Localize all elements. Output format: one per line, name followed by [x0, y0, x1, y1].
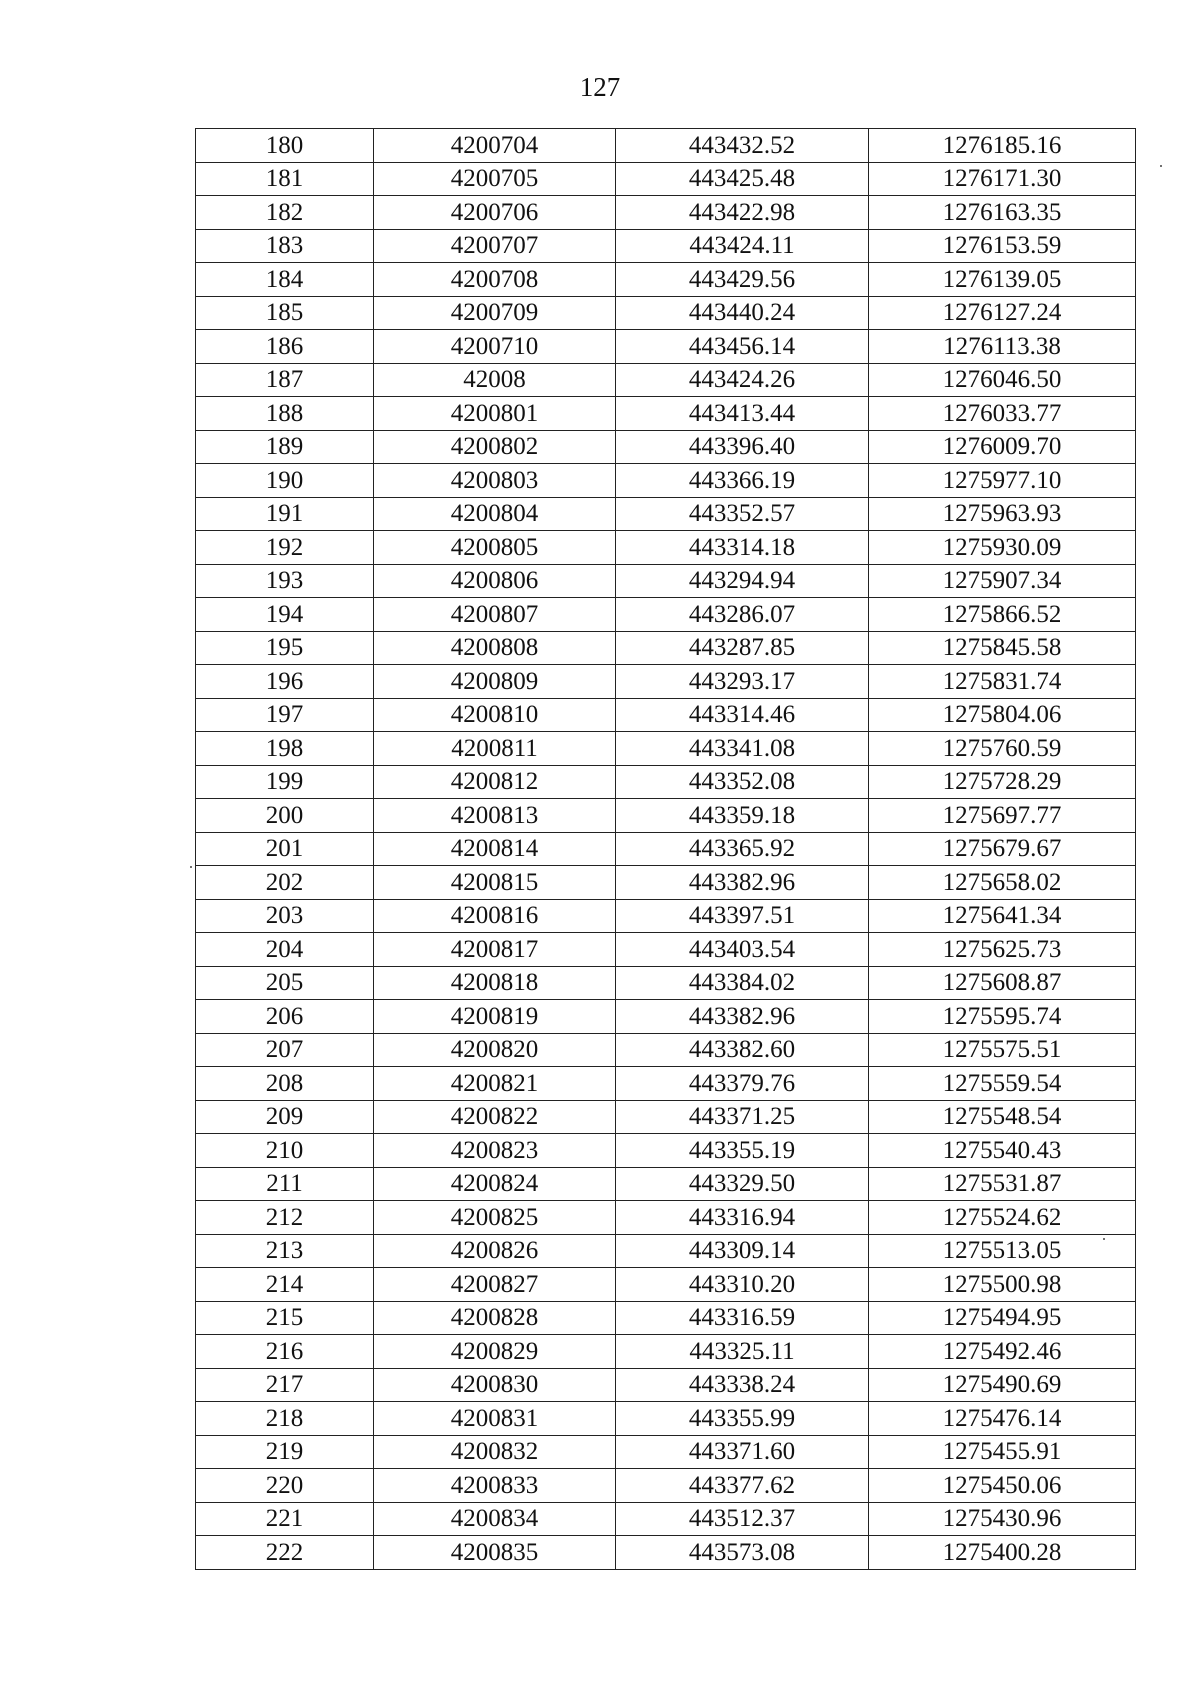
- point-id-cell: 4200818: [374, 966, 616, 1000]
- point-id-cell: 4200829: [374, 1335, 616, 1369]
- point-id-cell: 4200827: [374, 1268, 616, 1302]
- point-number-cell: 200: [196, 799, 374, 833]
- point-id-cell: 4200826: [374, 1234, 616, 1268]
- point-id-cell: 4200802: [374, 430, 616, 464]
- x-coordinate-cell: 443286.07: [616, 598, 869, 632]
- x-coordinate-cell: 443413.44: [616, 397, 869, 431]
- x-coordinate-cell: 443366.19: [616, 464, 869, 498]
- y-coordinate-cell: 1275492.46: [869, 1335, 1136, 1369]
- x-coordinate-cell: 443384.02: [616, 966, 869, 1000]
- point-number-cell: 209: [196, 1100, 374, 1134]
- point-id-cell: 42008: [374, 363, 616, 397]
- x-coordinate-cell: 443403.54: [616, 933, 869, 967]
- point-number-cell: 181: [196, 162, 374, 196]
- point-number-cell: 182: [196, 196, 374, 230]
- table-row: [196, 698, 1136, 732]
- y-coordinate-cell: 1275513.05: [869, 1234, 1136, 1268]
- table-row: [196, 397, 1136, 431]
- point-id-cell: 4200811: [374, 732, 616, 766]
- point-number-cell: 206: [196, 1000, 374, 1034]
- point-number-cell: 193: [196, 564, 374, 598]
- y-coordinate-cell: 1275907.34: [869, 564, 1136, 598]
- x-coordinate-cell: 443355.99: [616, 1402, 869, 1436]
- y-coordinate-cell: 1275540.43: [869, 1134, 1136, 1168]
- table-row: [196, 1134, 1136, 1168]
- point-id-cell: 4200707: [374, 229, 616, 263]
- point-id-cell: 4200832: [374, 1435, 616, 1469]
- y-coordinate-cell: 1275728.29: [869, 765, 1136, 799]
- y-coordinate-cell: 1275804.06: [869, 698, 1136, 732]
- x-coordinate-cell: 443338.24: [616, 1368, 869, 1402]
- table-row: [196, 430, 1136, 464]
- table-row: [196, 1000, 1136, 1034]
- y-coordinate-cell: 1275400.28: [869, 1536, 1136, 1570]
- y-coordinate-cell: 1276009.70: [869, 430, 1136, 464]
- y-coordinate-cell: 1275845.58: [869, 631, 1136, 665]
- point-number-cell: 195: [196, 631, 374, 665]
- x-coordinate-cell: 443425.48: [616, 162, 869, 196]
- point-number-cell: 183: [196, 229, 374, 263]
- x-coordinate-cell: 443371.25: [616, 1100, 869, 1134]
- point-id-cell: 4200709: [374, 296, 616, 330]
- x-coordinate-cell: 443456.14: [616, 330, 869, 364]
- point-id-cell: 4200808: [374, 631, 616, 665]
- table-row: [196, 1033, 1136, 1067]
- table-row: [196, 966, 1136, 1000]
- point-number-cell: 199: [196, 765, 374, 799]
- x-coordinate-cell: 443314.18: [616, 531, 869, 565]
- y-coordinate-cell: 1275831.74: [869, 665, 1136, 699]
- table-row: [196, 1167, 1136, 1201]
- point-id-cell: 4200815: [374, 866, 616, 900]
- x-coordinate-cell: 443316.59: [616, 1301, 869, 1335]
- point-id-cell: 4200704: [374, 129, 616, 163]
- table-row: [196, 933, 1136, 967]
- point-number-cell: 217: [196, 1368, 374, 1402]
- x-coordinate-cell: 443309.14: [616, 1234, 869, 1268]
- point-number-cell: 222: [196, 1536, 374, 1570]
- table-row: [196, 531, 1136, 565]
- x-coordinate-cell: 443397.51: [616, 899, 869, 933]
- y-coordinate-cell: 1275455.91: [869, 1435, 1136, 1469]
- x-coordinate-cell: 443287.85: [616, 631, 869, 665]
- scan-speck: [1160, 165, 1162, 167]
- table-row: [196, 497, 1136, 531]
- y-coordinate-cell: 1275575.51: [869, 1033, 1136, 1067]
- point-id-cell: 4200806: [374, 564, 616, 598]
- table-row: [196, 631, 1136, 665]
- point-number-cell: 216: [196, 1335, 374, 1369]
- table-row: [196, 1201, 1136, 1235]
- x-coordinate-cell: 443432.52: [616, 129, 869, 163]
- y-coordinate-cell: 1275866.52: [869, 598, 1136, 632]
- point-number-cell: 190: [196, 464, 374, 498]
- x-coordinate-cell: 443382.60: [616, 1033, 869, 1067]
- point-id-cell: 4200834: [374, 1502, 616, 1536]
- x-coordinate-cell: 443359.18: [616, 799, 869, 833]
- point-number-cell: 214: [196, 1268, 374, 1302]
- point-number-cell: 204: [196, 933, 374, 967]
- table-row: [196, 363, 1136, 397]
- point-id-cell: 4200813: [374, 799, 616, 833]
- x-coordinate-cell: 443429.56: [616, 263, 869, 297]
- table-row: [196, 765, 1136, 799]
- table-row: [196, 1536, 1136, 1570]
- table-row: [196, 229, 1136, 263]
- table-row: [196, 598, 1136, 632]
- x-coordinate-cell: 443294.94: [616, 564, 869, 598]
- point-id-cell: 4200805: [374, 531, 616, 565]
- table-row: [196, 330, 1136, 364]
- point-id-cell: 4200825: [374, 1201, 616, 1235]
- y-coordinate-cell: 1275531.87: [869, 1167, 1136, 1201]
- point-id-cell: 4200824: [374, 1167, 616, 1201]
- point-id-cell: 4200822: [374, 1100, 616, 1134]
- y-coordinate-cell: 1275608.87: [869, 966, 1136, 1000]
- x-coordinate-cell: 443377.62: [616, 1469, 869, 1503]
- y-coordinate-cell: 1275625.73: [869, 933, 1136, 967]
- table-row: [196, 1268, 1136, 1302]
- x-coordinate-cell: 443422.98: [616, 196, 869, 230]
- x-coordinate-cell: 443355.19: [616, 1134, 869, 1168]
- x-coordinate-cell: 443396.40: [616, 430, 869, 464]
- table-row: [196, 464, 1136, 498]
- point-id-cell: 4200816: [374, 899, 616, 933]
- point-id-cell: 4200807: [374, 598, 616, 632]
- x-coordinate-cell: 443329.50: [616, 1167, 869, 1201]
- table-row: [196, 1435, 1136, 1469]
- table-row: [196, 832, 1136, 866]
- y-coordinate-cell: 1276046.50: [869, 363, 1136, 397]
- x-coordinate-cell: 443316.94: [616, 1201, 869, 1235]
- point-number-cell: 196: [196, 665, 374, 699]
- point-number-cell: 186: [196, 330, 374, 364]
- point-id-cell: 4200819: [374, 1000, 616, 1034]
- point-number-cell: 219: [196, 1435, 374, 1469]
- point-number-cell: 215: [196, 1301, 374, 1335]
- point-id-cell: 4200828: [374, 1301, 616, 1335]
- point-number-cell: 192: [196, 531, 374, 565]
- y-coordinate-cell: 1275760.59: [869, 732, 1136, 766]
- table-row: [196, 296, 1136, 330]
- point-id-cell: 4200708: [374, 263, 616, 297]
- point-number-cell: 184: [196, 263, 374, 297]
- y-coordinate-cell: 1275595.74: [869, 1000, 1136, 1034]
- scan-speck: [190, 866, 192, 868]
- table-row: [196, 799, 1136, 833]
- x-coordinate-cell: 443424.26: [616, 363, 869, 397]
- x-coordinate-cell: 443371.60: [616, 1435, 869, 1469]
- point-id-cell: 4200835: [374, 1536, 616, 1570]
- x-coordinate-cell: 443440.24: [616, 296, 869, 330]
- x-coordinate-cell: 443341.08: [616, 732, 869, 766]
- y-coordinate-cell: 1276185.16: [869, 129, 1136, 163]
- table-row: [196, 665, 1136, 699]
- y-coordinate-cell: 1275930.09: [869, 531, 1136, 565]
- point-number-cell: 197: [196, 698, 374, 732]
- y-coordinate-cell: 1275963.93: [869, 497, 1136, 531]
- x-coordinate-cell: 443382.96: [616, 866, 869, 900]
- point-id-cell: 4200809: [374, 665, 616, 699]
- table-row: [196, 129, 1136, 163]
- x-coordinate-cell: 443293.17: [616, 665, 869, 699]
- point-id-cell: 4200803: [374, 464, 616, 498]
- point-id-cell: 4200810: [374, 698, 616, 732]
- y-coordinate-cell: 1275430.96: [869, 1502, 1136, 1536]
- table-row: [196, 196, 1136, 230]
- point-id-cell: 4200706: [374, 196, 616, 230]
- scan-speck: [1103, 1238, 1105, 1240]
- y-coordinate-cell: 1275490.69: [869, 1368, 1136, 1402]
- point-number-cell: 201: [196, 832, 374, 866]
- y-coordinate-cell: 1276171.30: [869, 162, 1136, 196]
- table-row: [196, 866, 1136, 900]
- table-row: [196, 162, 1136, 196]
- point-number-cell: 220: [196, 1469, 374, 1503]
- point-id-cell: 4200812: [374, 765, 616, 799]
- point-number-cell: 202: [196, 866, 374, 900]
- y-coordinate-cell: 1275679.67: [869, 832, 1136, 866]
- x-coordinate-cell: 443325.11: [616, 1335, 869, 1369]
- y-coordinate-cell: 1275476.14: [869, 1402, 1136, 1436]
- point-id-cell: 4200705: [374, 162, 616, 196]
- table-row: [196, 899, 1136, 933]
- table-row: [196, 1301, 1136, 1335]
- point-id-cell: 4200820: [374, 1033, 616, 1067]
- x-coordinate-cell: 443352.57: [616, 497, 869, 531]
- point-id-cell: 4200831: [374, 1402, 616, 1436]
- y-coordinate-cell: 1276127.24: [869, 296, 1136, 330]
- page-number: 127: [579, 72, 621, 102]
- y-coordinate-cell: 1275500.98: [869, 1268, 1136, 1302]
- point-number-cell: 187: [196, 363, 374, 397]
- point-id-cell: 4200833: [374, 1469, 616, 1503]
- x-coordinate-cell: 443379.76: [616, 1067, 869, 1101]
- point-id-cell: 4200830: [374, 1368, 616, 1402]
- coordinates-table-body: [196, 129, 1136, 1570]
- point-number-cell: 198: [196, 732, 374, 766]
- point-id-cell: 4200823: [374, 1134, 616, 1168]
- x-coordinate-cell: 443310.20: [616, 1268, 869, 1302]
- point-id-cell: 4200804: [374, 497, 616, 531]
- y-coordinate-cell: 1276139.05: [869, 263, 1136, 297]
- point-number-cell: 189: [196, 430, 374, 464]
- point-id-cell: 4200821: [374, 1067, 616, 1101]
- point-number-cell: 180: [196, 129, 374, 163]
- table-row: [196, 1067, 1136, 1101]
- x-coordinate-cell: 443382.96: [616, 1000, 869, 1034]
- y-coordinate-cell: 1276153.59: [869, 229, 1136, 263]
- table-row: [196, 1234, 1136, 1268]
- point-number-cell: 191: [196, 497, 374, 531]
- x-coordinate-cell: 443365.92: [616, 832, 869, 866]
- y-coordinate-cell: 1276113.38: [869, 330, 1136, 364]
- x-coordinate-cell: 443314.46: [616, 698, 869, 732]
- point-number-cell: 188: [196, 397, 374, 431]
- x-coordinate-cell: 443512.37: [616, 1502, 869, 1536]
- y-coordinate-cell: 1275977.10: [869, 464, 1136, 498]
- point-id-cell: 4200817: [374, 933, 616, 967]
- y-coordinate-cell: 1275450.06: [869, 1469, 1136, 1503]
- y-coordinate-cell: 1275697.77: [869, 799, 1136, 833]
- point-id-cell: 4200710: [374, 330, 616, 364]
- point-id-cell: 4200801: [374, 397, 616, 431]
- y-coordinate-cell: 1276163.35: [869, 196, 1136, 230]
- x-coordinate-cell: 443424.11: [616, 229, 869, 263]
- point-number-cell: 194: [196, 598, 374, 632]
- y-coordinate-cell: 1275559.54: [869, 1067, 1136, 1101]
- point-number-cell: 205: [196, 966, 374, 1000]
- point-number-cell: 213: [196, 1234, 374, 1268]
- point-number-cell: 221: [196, 1502, 374, 1536]
- y-coordinate-cell: 1275658.02: [869, 866, 1136, 900]
- x-coordinate-cell: 443573.08: [616, 1536, 869, 1570]
- table-row: [196, 1402, 1136, 1436]
- table-row: [196, 1368, 1136, 1402]
- table-row: [196, 263, 1136, 297]
- point-number-cell: 207: [196, 1033, 374, 1067]
- point-number-cell: 203: [196, 899, 374, 933]
- table-row: [196, 732, 1136, 766]
- table-row: [196, 1502, 1136, 1536]
- point-number-cell: 211: [196, 1167, 374, 1201]
- table-row: [196, 1469, 1136, 1503]
- point-number-cell: 185: [196, 296, 374, 330]
- y-coordinate-cell: 1275494.95: [869, 1301, 1136, 1335]
- y-coordinate-cell: 1276033.77: [869, 397, 1136, 431]
- table-row: [196, 564, 1136, 598]
- point-id-cell: 4200814: [374, 832, 616, 866]
- y-coordinate-cell: 1275641.34: [869, 899, 1136, 933]
- x-coordinate-cell: 443352.08: [616, 765, 869, 799]
- table-row: [196, 1335, 1136, 1369]
- point-number-cell: 208: [196, 1067, 374, 1101]
- point-number-cell: 218: [196, 1402, 374, 1436]
- table-row: [196, 1100, 1136, 1134]
- point-number-cell: 212: [196, 1201, 374, 1235]
- coordinates-table: [195, 128, 1136, 1570]
- y-coordinate-cell: 1275548.54: [869, 1100, 1136, 1134]
- y-coordinate-cell: 1275524.62: [869, 1201, 1136, 1235]
- point-number-cell: 210: [196, 1134, 374, 1168]
